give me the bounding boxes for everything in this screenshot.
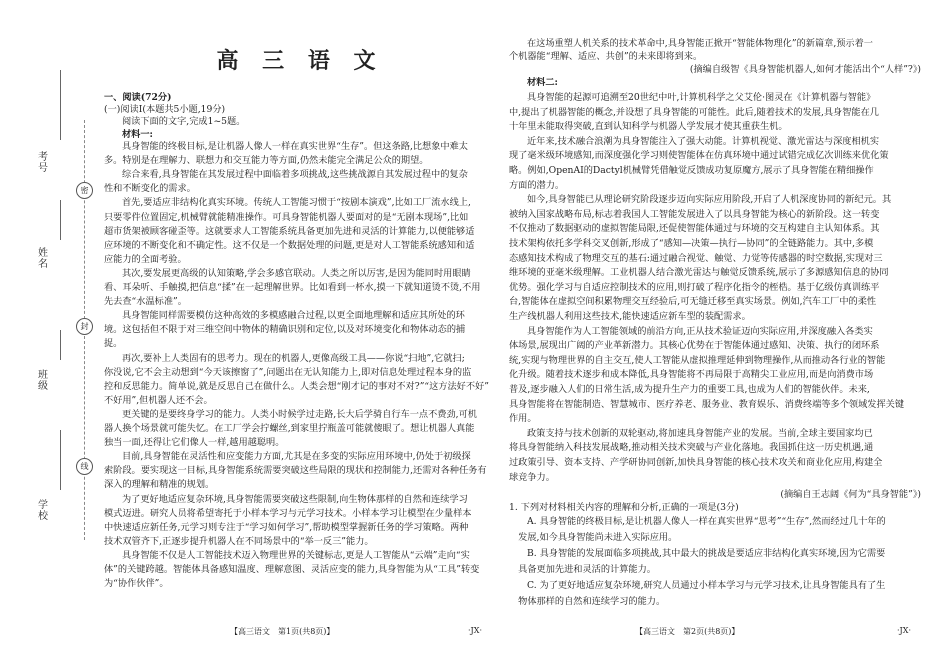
- option-line: 发展,如今具身智能尚未进入实际应用。: [509, 532, 678, 543]
- instruction: 阅读下面的文字,完成1~5题。: [122, 116, 246, 127]
- text-line: 具身智能作为人工智能领域的前沿方向,正从技术验证迈向实际应用,并深度融入各类实: [527, 325, 873, 337]
- text-line: 深入的理解和精准的规划。: [104, 479, 215, 491]
- text-line: 捉。: [104, 338, 123, 350]
- text-line: 应环境的不断变化和不确定性。这不仅是一个数据处理的问题,更是对人工智能系统感知和适: [104, 239, 475, 251]
- option-line: 物体那样的自然和连续学习的能力。: [509, 596, 666, 607]
- option-line: 具备更加先进和灵活的计算能力。: [509, 564, 656, 575]
- text-line: 独当一面,还得让它们像人一样,越用越聪明。: [104, 437, 285, 449]
- text-line: 化升级。随着技术逐步和成本降低,具身智能将不再局限于高精尖工业应用,而是向消费市场: [509, 369, 874, 381]
- text-line: 台,智能体在虚拟空间积累物理交互经验后,可无缝迁移至真实场景。例如,汽车工厂中的柔性: [509, 296, 877, 308]
- label-school: 学校: [38, 500, 48, 522]
- seal-mark-xian: 线: [76, 458, 93, 475]
- school-slot[interactable]: [60, 430, 61, 490]
- text-line: 更关键的是要终身学习的能力。人类小时候学过走路,长大后学骑自行车一点不费劲,可机: [122, 408, 477, 420]
- page-two: [505, 0, 925, 648]
- text-line: 具身智能同样需要模仿这种高效的多模感融合过程,以更全面地理解和适应其所处的环: [122, 310, 465, 322]
- material-one-label: 材料一:: [122, 129, 153, 140]
- text-line: 首先,要适应非结构化真实环境。传统人工智能习惯于“按剧本演戏”,比如工厂流水线上,: [122, 197, 471, 209]
- text-line: 技术架构依托多学科交叉创新,形成了“感知—决策—执行—协同”的全链路能力。其中,多模: [509, 238, 874, 249]
- option-line: B. 具身智能的发展面临多项挑战,其中最大的挑战是要适应非结构化真实环境,因为它需要: [527, 548, 886, 559]
- text-line: 如今,具身智能已从理论研究阶段逐步迈向实际应用阶段,开启了人机深度协同的新纪元。其: [527, 194, 892, 206]
- text-line: 被纳入国家战略布局,标志着我国人工智能发展进入了以具身智能为核心的新阶段。这一转变: [509, 208, 880, 220]
- subsection-heading: (一)阅读Ⅰ(本题共5小题,19分): [104, 104, 226, 115]
- text-line: 模式迈进。研究人员将希望寄托于小样本学习与元学习技术。小样本学习让模型在少量样本: [104, 507, 472, 519]
- page-title: 高 三 语 文: [216, 48, 384, 74]
- material-two-label: 材料二:: [527, 77, 558, 88]
- text-line: 不好用”,但机器人还不会。: [104, 394, 213, 406]
- text-line: 不仅推动了数据驱动的虚拟智能局限,还促使智能体通过与环境的交互构建自主认知体系。其: [509, 223, 880, 235]
- text-line: 技术双管齐下,正逐步提升机器人在不同场景中的“举一反三”能力。: [104, 535, 374, 547]
- citation-one: (摘编自级智《具身智能机器人,如何才能活出个“人样”?》): [689, 64, 921, 75]
- name-slot[interactable]: [60, 200, 61, 240]
- text-line: 将具身智能纳入科技发展战略,推动相关技术突破与产业化落地。我国抓住这一历史机遇,通: [509, 442, 874, 454]
- text-line: 作用。: [509, 413, 537, 425]
- seal-mark-mi: 密: [76, 182, 93, 199]
- text-line: 再次,要补上人类固有的思考力。现在的机器人,更像高级工具——你说“扫地”,它就扫;: [122, 352, 465, 364]
- text-line: 只要零件位置固定,机械臂就能精准操作。可具身智能机器人要面对的是“无剧本现场”,比如: [104, 211, 469, 223]
- text-line: 方面的潜力。: [509, 179, 565, 191]
- text-line: 优势。强化学习与自适应控制技术的应用,则打破了程序化指令的桎梏。基于亿级仿真训练平: [509, 281, 880, 293]
- text-line: 政策支持与技术创新的双轮驱动,将加速具身智能产业的发展。当前,全球主要国家均已: [527, 427, 873, 439]
- text-line: 在这场重塑人机关系的技术革命中,具身智能正掀开“智能体物理化”的新篇章,预示着一: [527, 38, 873, 49]
- text-line: 现了毫米级环境感知,而深度强化学习则使智能体在仿真环境中通过试错完成亿次训练来优化策: [509, 150, 889, 162]
- citation-two: (摘编自王志阔《何为“具身智能”》): [780, 489, 921, 500]
- text-line: 统,实现与物理世界的自主交互,使人工智能从虚拟推理延伸到物理操作,从而推动各行业的智能: [509, 354, 886, 366]
- text-line: 你没说,它不会主动想到“今天该擦窗了”,问题出在无认知能力上,即对信息处理过程本身的监: [104, 366, 472, 378]
- label-class: 班级: [38, 370, 48, 392]
- text-line: 超市货架被顾客碰歪等。这就要求人工智能系统具备更加先进和灵活的计算能力,以便能够适: [104, 225, 475, 237]
- text-line: 近年来,技术融合浪潮为具身智能注入了强大动能。计算机视觉、激光雷达与深度相机实: [527, 135, 880, 147]
- option-line: A. 具身智能的终极目标,是让机器人像人一样在真实世界“思考”“生存”,然而经过几十年的: [527, 516, 886, 527]
- text-line: 先去查“水温标准”。: [104, 296, 187, 308]
- text-line: 索阶段。要实现这一目标,具身智能系统需要突破这些局限的现状和控制能力,还需对各种任务有: [104, 465, 487, 477]
- text-line: 生产线机器人利用这些技术,能快速适应新车型的装配需求。: [509, 311, 751, 322]
- text-line: 具身智能的起源可追溯至20世纪中叶,计算机科学之父艾伦·图灵在《计算机器与智能》: [527, 92, 876, 103]
- seal-mark-feng: 封: [76, 318, 93, 335]
- question-one: 1. 下列对材料相关内容的理解和分析,正确的一项是(3分): [509, 502, 739, 513]
- text-line: 综合来看,具身智能在其发展过程中面临着多项挑战,这些挑战源自其发展过程中的复杂: [122, 169, 468, 181]
- text-line: 十年里未能取得突破,直到认知科学与机器人学发展才使其重获生机。: [509, 121, 788, 133]
- text-line: 境。这包括但不限于对三维空间中物体的精确识别和定位,以及对环境变化和物体动态的捕: [104, 324, 466, 336]
- text-line: 具身智能不仅是人工智能技术迈入物理世界的关键标志,更是人工智能从“云端”走向“实: [122, 549, 470, 561]
- text-line: 体场景,展现出广阔的产业革新潜力。其核心优势在于智能体通过感知、决策、执行的闭环系: [509, 340, 880, 352]
- page-one-tag: ·JX·: [468, 626, 482, 635]
- text-line: 具身智能的终极目标,是让机器人像人一样在真实世界“生存”。但这条路,比想象中难太: [122, 141, 468, 152]
- text-line: 普及,逐步融入人们的日常生活,成为提升生产力的重要工具,也成为人们的智能伙伴。未来,: [509, 384, 870, 395]
- label-exam-number: 考号: [38, 152, 48, 174]
- text-line: 中快速适应新任务,元学习则专注于“学习如何学习”,帮助模型掌握新任务的学习策略。两种: [104, 521, 469, 533]
- text-line: 球竞争力。: [509, 471, 555, 483]
- page-one-footer: 【高三语文 第1页(共8页)】: [230, 627, 335, 636]
- label-name: 姓名: [38, 248, 48, 270]
- page-two-tag: ·JX·: [897, 626, 911, 635]
- page-two-footer: 【高三语文 第2页(共8页)】: [635, 627, 740, 636]
- text-line: 为了更好地适应复杂环境,具身智能需要突破这些限制,向生物体那样的自然和连续学习: [122, 493, 468, 505]
- text-line: 中,提出了机器智能的概念,并设想了具身智能的可能性。此后,随着技术的发展,具身智能在几: [509, 106, 879, 118]
- text-line: 目前,具身智能在灵活性和应变能力方面,尤其是在多变的实际应用环境中,仍处于初级探: [122, 451, 471, 463]
- class-slot[interactable]: [60, 330, 61, 360]
- text-line: 维环境的亚毫米级理解。工业机器人结合激光雷达与触觉反馈系统,展示了多源感知信息的协同: [509, 267, 889, 279]
- text-line: 性和不断变化的需求。: [104, 183, 196, 195]
- text-line: 器人换个场景就可能失忆。在工厂学会拧螺丝,到家里拧瓶盖可能就傻眼了。想让机器人真能: [104, 423, 475, 434]
- text-line: 看、耳朵听、手触摸,把信息“揉”在一起理解世界。比如看到一杯水,摸一下就知道烫不烫,不用: [104, 282, 481, 293]
- binding-margin: [0, 0, 100, 648]
- text-line: 个机器能“理解、适应、共创”的未来即将到来。: [509, 51, 703, 62]
- text-line: 其次,要发展更高级的认知策略,学会多感官联动。人类之所以厉害,是因为能同时用眼睛: [122, 267, 471, 279]
- section-heading: 一、阅读(72分): [104, 92, 172, 103]
- text-line: 为“协作伙伴”。: [104, 578, 169, 590]
- exam-number-slot[interactable]: [60, 70, 61, 140]
- text-line: 体”的关键跨越。智能体具备感知温度、理解意图、灵活应变的能力,具身智能为从“工具”转变: [104, 564, 480, 575]
- page-one: [100, 0, 500, 648]
- text-line: 控和反思能力。简单说,就是反思自己在做什么。人类会想“刚才记的事对不对?”“这方法好不好”: [104, 380, 489, 392]
- text-line: 应能力的全面考验。: [104, 253, 187, 265]
- text-line: 态感知技术构成了物理交互的基石:通过融合视觉、触觉、力觉等传感器的时空数据,实现对三: [509, 252, 883, 264]
- option-line: C. 为了更好地适应复杂环境,研究人员通过小样本学习与元学习技术,让具身智能具有了生: [527, 580, 886, 591]
- text-line: 略。例如,OpenAI的Dactyl机械臂凭借触觉反馈成功复原魔方,展示了具身智能在精细操作: [509, 165, 874, 176]
- text-line: 过政策引导、资本支持、产学研协同创新,加快具身智能的核心技术攻关和商业化应用,构建全: [509, 457, 883, 468]
- text-line: 具身智能将在智能制造、智慧城市、医疗养老、服务业、教育娱乐、消费终端等多个领域发挥关键: [509, 398, 905, 410]
- text-line: 多。特别是在理解力、联想力和交互能力等方面,仍然未能完全满足公众的期望。: [104, 155, 429, 167]
